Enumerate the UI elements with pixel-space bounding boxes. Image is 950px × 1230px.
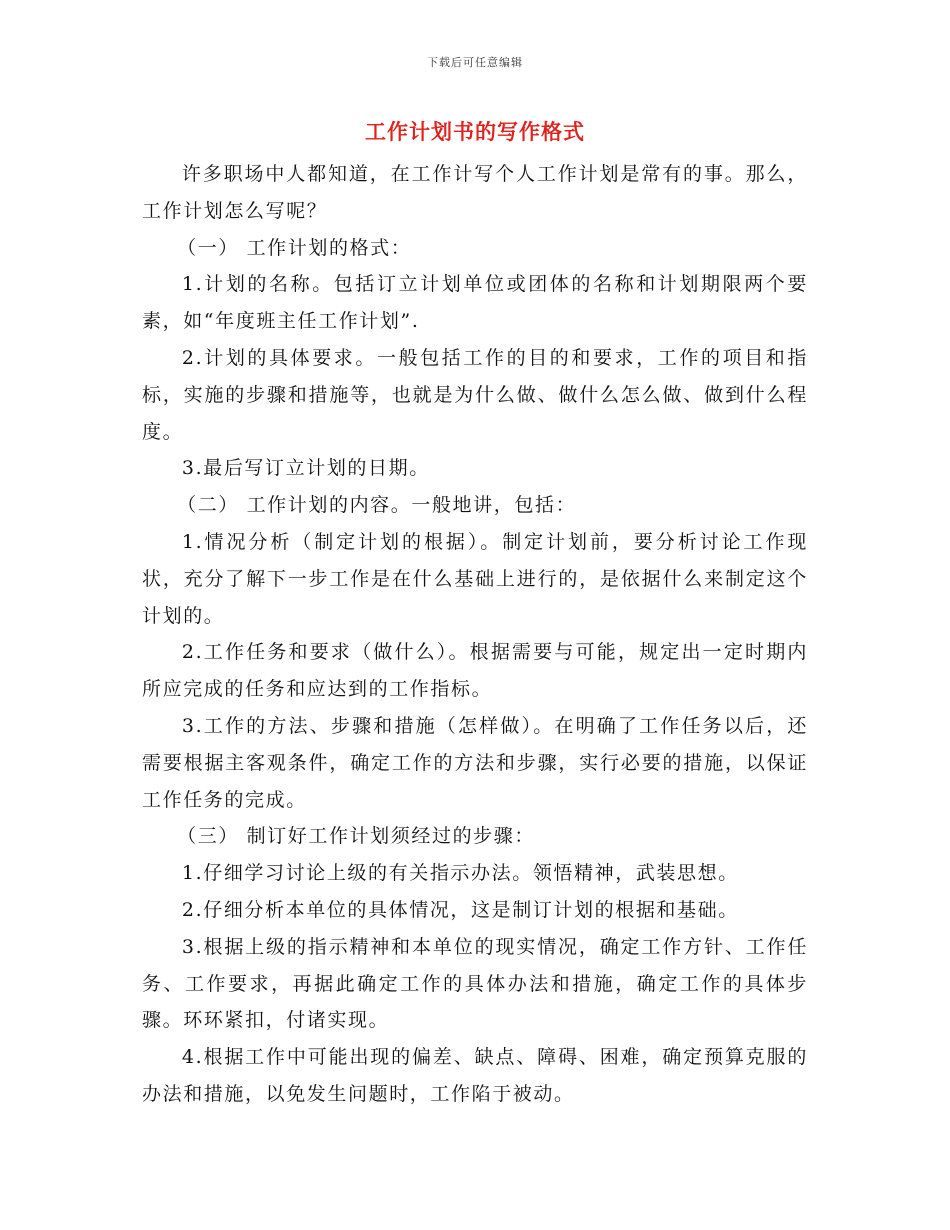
section-heading-content: （二） 工作计划的内容。一般地讲，包括： [177,494,577,517]
list-item: 4.根据工作中可能出现的偏差、缺点、障碍、困难，确定预算克服的办法和措施，以免发生问题时，工作陷于被动。 [142,1046,808,1105]
intro-paragraph: 许多职场中人都知道，在工作计写个人工作计划是常有的事。那么，工作计划怎么写呢？ [142,163,808,222]
list-item: 3.工作的方法、步骤和措施（怎样做）。在明确了工作任务以后，还需要根据主客观条件，确定工作的方法和步骤，实行必要的措施，以保证工作任务的完成。 [142,714,808,811]
list-item: 2.仔细分析本单位的具体情况，这是制订计划的根据和基础。 [181,898,739,921]
list-item: 3.根据上级的指示精神和本单位的现实情况，确定工作方针、工作任务、工作要求，再据此确定工作的具体办法和措施，确定工作的具体步骤。环环紧扣，付诸实现。 [142,935,808,1032]
section-heading-steps: （三） 制订好工作计划须经过的步骤： [177,825,535,848]
list-item: 1.情况分析（制定计划的根据）。制定计划前，要分析讨论工作现状，充分了解下一步工作是在什么基础上进行的，是依据什么来制定这个计划的。 [142,530,808,627]
section-heading-format: （一） 工作计划的格式： [177,236,412,259]
list-item: 1.计划的名称。包括订立计划单位或团体的名称和计划期限两个要素，如“年度班主任工作计划”. [142,273,808,333]
document-title: 工作计划书的写作格式 [365,119,585,144]
list-item: 2.工作任务和要求（做什么）。根据需要与可能，规定出一定时期内所应完成的任务和应达到的工作指标。 [142,641,808,701]
list-item: 1.仔细学习讨论上级的有关指示办法。领悟精神，武装思想。 [181,862,739,885]
list-item: 2.计划的具体要求。一般包括工作的目的和要求，工作的项目和指标，实施的步骤和措施等，也就是为什么做、做什么怎么做、做到什么程度。 [142,346,808,443]
document-body [142,156,808,1113]
list-item: 3.最后写订立计划的日期。 [181,457,430,480]
header-note: 下载后可任意编辑 [427,56,523,69]
